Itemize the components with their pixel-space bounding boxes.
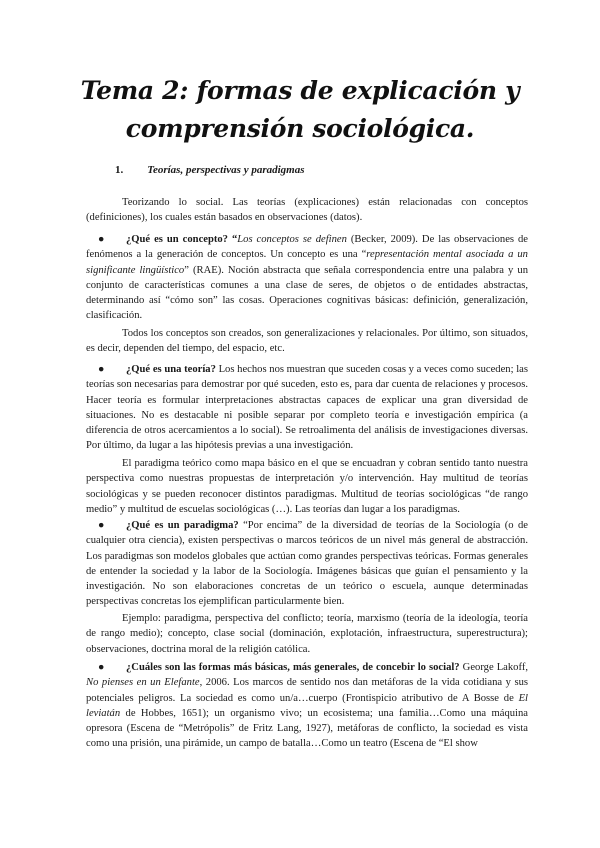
paragraph-intro: [86, 195, 528, 226]
paradigma-text: “Por encima” de la diversidad de teorías de la Sociología (o de cualquier otra ciencia), existen perspectivas o marcos teóricos de un nivel más general de abstracción. Los paradigmas son modelos globales que actúan como grandes perspectivas teóricas. Formas generales de entender la sociedad y la labor de la Sociología. Imágenes básicas que guían el pensamiento y la investigación. No son elaboraciones concretas de un teórico o escuela, aunque determinadas perspectivas concretas los ejemplifican particularmente bien.: [86, 520, 528, 608]
teoria-text: Los hechos nos muestran que suceden cosas y a veces como suceden; las teorías son necesarias para demostrar por qué suceden, esto es, para dar cuenta de relaciones y procesos. Hacer teoría es formular interpretaciones abstractas capaces de explicar una gran diversidad de situaciones. No es destacable ni posible separar por completo teoría e investigación empírica (a diferencia de otros acercamientos a lo social). Se retroalimenta del análisis de investigaciones diversas. Por último, da lugar a las hipótesis previas a una investigación.: [86, 364, 528, 452]
document-title-line-1: Tema 2: formas de explicación y: [80, 76, 520, 105]
formas-text-1: George Lakoff,: [459, 662, 528, 673]
section-number: 1.: [115, 164, 124, 176]
paragraph-paradigma-teorico: [86, 456, 528, 517]
question-formas: ¿Cuáles son las formas más básicas, más generales, de concebir lo social?: [126, 662, 460, 673]
question-teoria: ¿Qué es una teoría?: [126, 364, 216, 375]
question-concepto: ¿Qué es un concepto?: [126, 234, 228, 245]
formas-text-2: , 2006. Los marcos de sentido nos dan metáforas de la vida cotidiana y sus potenciales peligros. La sociedad es como un/a…cuerpo (Frontispicio atributivo de A Bosse de: [86, 677, 528, 704]
concepto-text-1: (Becker, 2009). De las observaciones de fenómenos a la generación de conceptos. Un concepto es una “: [86, 234, 528, 261]
bullet-marker: ●: [98, 520, 105, 531]
question-paradigma: ¿Qué es un paradigma?: [126, 520, 239, 531]
bullet-marker: ●: [98, 364, 105, 375]
paragraph-paradigma-teorico-text: El paradigma teórico como mapa básico en el que se encuadran y cobran sentido tanto nuestra perspectiva como nuestras propuestas de interpretación y/o intervención. Hay multitud de teorías sociológicas y se pueden reconocer distintos paradigmas. Multitud de teorías sociológicas “de rango medio” y multitud de escuelas sociológicas (…). Las teorías dan lugar a los paradigmas.: [86, 458, 528, 515]
paragraph-intro-text: Teorizando lo social. Las teorías (explicaciones) están relacionadas con conceptos (definiciones), los cuales están basados en observaciones (datos).: [86, 197, 528, 224]
concepto-definition: representación mental asociada a un significante lingüístico: [86, 249, 528, 276]
section-title: Teorías, perspectivas y paradigmas: [147, 164, 305, 176]
formas-text-3: de Hobbes, 1651); un organismo vivo; un ecosistema; una familia…Como una máquina opresora (Escena de “Metrópolis” de Fritz Lang, 1927), metáforas de conflicto, la sociedad es vista como una prisión, una pirámide, un campo de batalla…Como un teatro (Escena de “El show: [86, 707, 528, 750]
bullet-concepto: ● ¿Qué es un concepto? “Los conceptos se definen (Becker, 2009). De las observaciones de fenómenos a la generación de conceptos. Un concepto es una “representación mental asociada a un significante lingüístico” (RAE). Noción abstracta que señala correspondencia entre una palabra y un conjunto de características comunes a una clase de seres, de objetos o de entidades abstractas, determinando así “cómo son” las cosas. Operaciones cognitivas básicas: definición, generalización, clasificación.: [86, 234, 528, 322]
bullet-paradigma: [86, 518, 528, 610]
document-title-line-2: comprensión sociológica.: [125, 114, 475, 143]
paragraph-ejemplo: [86, 611, 528, 657]
book-title-elefante: No pienses en un Elefante: [86, 677, 200, 689]
paragraph-ejemplo-text: Ejemplo: paradigma, perspectiva del conflicto; teoría, marxismo (teoría de la ideología, teoría de rango medio); concepto, clase social (dominación, explotación, infraestructura, superestructura); observaciones, doctrina moral de la religión católica.: [86, 613, 528, 655]
concepto-text-2: ” (RAE). Noción abstracta que señala correspondencia entre una palabra y un conjunto de características comunes a una clase de seres, de objetos o de entidades abstractas, determinando así “cómo son” las cosas. Operaciones cognitivas básicas: definición, generalización, clasificación.: [86, 264, 528, 322]
bullet-marker: ●: [98, 234, 105, 245]
quote-concepto: Los conceptos se definen: [237, 234, 347, 245]
book-title-leviatan: El leviatán: [86, 692, 528, 719]
paragraph-todos: [86, 326, 528, 357]
bullet-teoria: [86, 362, 528, 454]
bullet-formas: [86, 660, 528, 752]
paragraph-todos-text: Todos los conceptos son creados, son generalizaciones y relacionales. Por último, son situados, es decir, dependen del tiempo, del espacio, etc.: [86, 328, 528, 355]
section-heading: [115, 164, 305, 176]
bullet-marker: ●: [98, 662, 105, 673]
